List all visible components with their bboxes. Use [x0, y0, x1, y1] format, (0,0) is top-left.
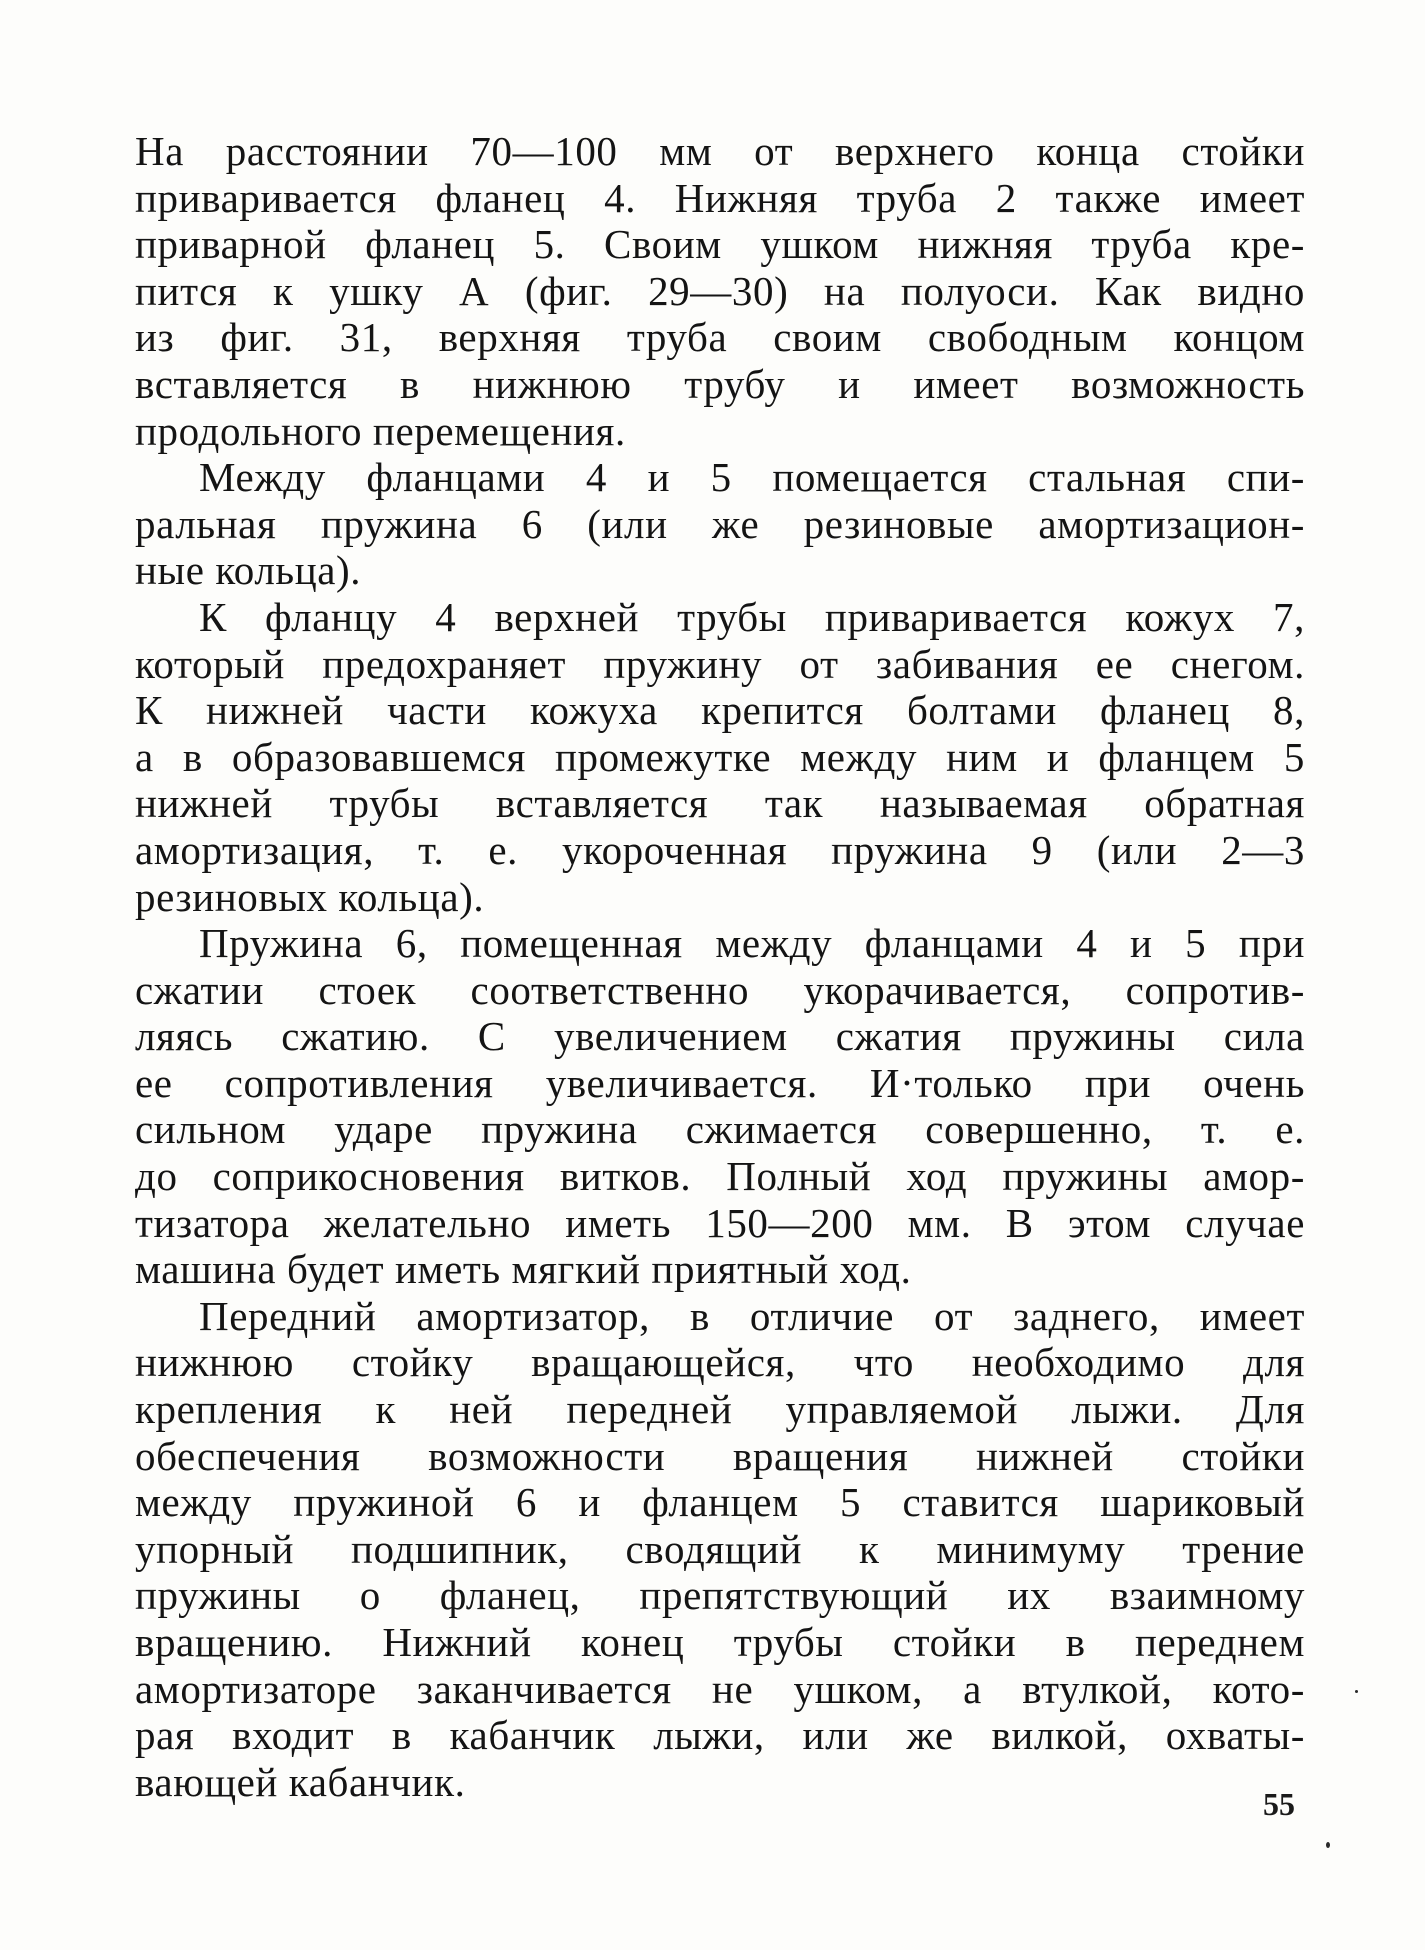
paragraph-5 [135, 1293, 1305, 1806]
print-speck [1355, 1690, 1358, 1693]
text-line: нижней трубы вставляется так называемая обратная [135, 780, 1305, 827]
text-line: который предохраняет пружину от забивания ее снегом. [135, 640, 1305, 687]
text-line: приварной фланец 5. Своим ушком нижняя труба кре- [135, 221, 1305, 268]
text-line: продольного перемещения. [135, 407, 626, 454]
text-line: ее сопротивления увеличивается. И·только при очень [135, 1059, 1305, 1106]
text-line: резиновых кольца). [135, 873, 485, 920]
page-number: 55 [1263, 1786, 1295, 1822]
text-line: тизатора желательно иметь 150—200 мм. В этом случае [135, 1199, 1305, 1246]
text-line: крепления к ней передней управляемой лыжи. Для [135, 1386, 1305, 1433]
text-line: На расстоянии 70—100 мм от верхнего конца стойки [135, 128, 1305, 174]
text-line: между пружиной 6 и фланцем 5 ставится шариковый [135, 1479, 1305, 1526]
text-line: Пружина 6, помещенная между фланцами 4 и 5 при [199, 920, 1305, 967]
text-line: ральная пружина 6 (или же резиновые амортизацион- [135, 500, 1305, 547]
text-line: амортизация, т. е. укороченная пружина 9 (или 2—3 [135, 826, 1305, 873]
text-line: а в образовавшемся промежутке между ним и фланцем 5 [135, 733, 1305, 780]
text-line: из фиг. 31, верхняя труба своим свободным концом [135, 314, 1305, 361]
text-line: вращению. Нижний конец трубы стойки в переднем [135, 1619, 1305, 1665]
text-line: вставляется в нижнюю трубу и имеет возможность [135, 360, 1305, 407]
text-line: привариваетcя фланец 4. Нижняя труба 2 также имеет [135, 174, 1305, 221]
text-line: амортизаторе заканчивается не ушком, а втулкой, кото- [135, 1665, 1305, 1712]
text-line: до соприкосновения витков. Полный ход пружины амор- [135, 1153, 1305, 1200]
text-line: вающей кабанчик. [135, 1758, 466, 1805]
text-line: рая входит в кабанчик лыжи, или же вилкой, охваты- [135, 1712, 1305, 1759]
text-line: сжатии стоек соответственно укорачивается, сопротив- [135, 966, 1305, 1013]
text-line: К фланцу 4 верхней трубы приваривается кожух 7, [199, 593, 1305, 640]
text-line: ные кольца). [135, 547, 362, 594]
text-line: машина будет иметь мягкий приятный ход. [135, 1246, 912, 1293]
text-line: Между фланцами 4 и 5 помещается стальная спи- [199, 454, 1305, 501]
text-line: упорный подшипник, сводящий к минимуму трение [135, 1525, 1305, 1572]
text-line: пружины о фланец, препятствующий их взаимному [135, 1572, 1305, 1619]
body-text [135, 128, 1305, 1805]
print-speck [1326, 1842, 1330, 1848]
paragraph-4 [135, 920, 1305, 1293]
text-line: К нижней части кожуха крепится болтами фланец 8, [135, 687, 1305, 734]
text-line: сильном ударе пружина сжимается совершенно, т. е. [135, 1106, 1305, 1153]
paragraph-2 [135, 454, 1305, 594]
text-line: обеспечения возможности вращения нижней стойки [135, 1432, 1305, 1479]
paragraph-3 [135, 594, 1305, 920]
paragraph-1 [135, 128, 1305, 454]
text-line: пится к ушку А (фиг. 29—30) на полуоси. Как видно [135, 267, 1305, 314]
text-line: нижнюю стойку вращающейся, что необходимо для [135, 1339, 1305, 1386]
text-line: Передний амортизатор, в отличие от заднего, имеет [199, 1292, 1305, 1339]
text-line: ляясь сжатию. С увеличением сжатия пружины сила [135, 1013, 1305, 1060]
